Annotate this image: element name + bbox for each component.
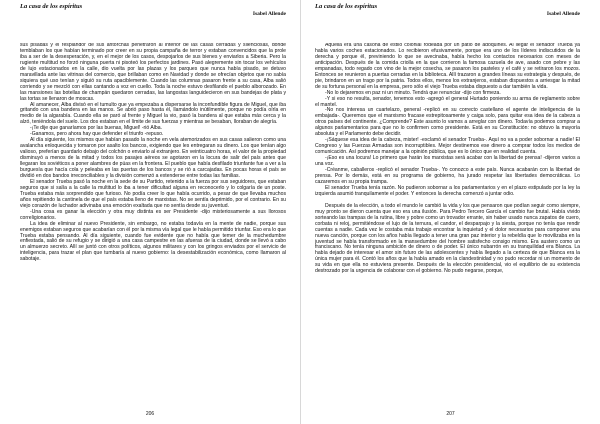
- right-page-number: 207: [446, 411, 455, 417]
- left-book-title: La casa de los espíritus: [20, 3, 83, 10]
- left-body-text: [20, 43, 286, 394]
- right-page: [300, 0, 600, 424]
- paragraph: La idea de eliminar al nuevo Presidente, sin embargo, no estaba todavía en la mente de nadie, porque sus enemigos estaban seguros que acabarían con él por la misma vía legal que le había permitido triunfar. Eso era lo que Trueba estaba pensando. Al día siguiente, cuando fue evidente que no había que temer de la muchedumbre enfiestada, salió de su refugio y se dirigió a una casa campestre en las afueras de la ciudad, donde se llevó a cabo un almuerzo secreto. Allí se juntó con otros políticos, algunos militares y con los gringos enviados por el servicio de inteligencia, para trazar el plan que tumbaría al nuevo gobierno: la desestabilización económica, como llamaron al sabotaje.: [20, 220, 286, 263]
- paragraph: -Ganamos, pero ahora hay que defender el triunfo -repuso.: [30, 131, 164, 138]
- paragraph: El senador Trueba tenía razón. No pudieron sobornar a los parlamentarios y en el plazo estipulado por la ley la izquierda asumió tranquilamente el poder. Y entonces la derecha comenzó a juntar odio.: [315, 184, 580, 197]
- right-page-header: [315, 0, 580, 24]
- paragraph: sus pisadas y el resplandor de sus antorchas penetraron al interior de las casas cerradas y silenciosas, donde temblaban los que habían terminado por creer en su propia campaña de terror y estaban convencidos que la prole iba a ser de la desesperación, y, en el mejor de los casos, despojarlos de sus bienes y enviarlos a Siberia. Pero la rugiente multitud no forzó ninguna puerta ni pisoteó los perfectos jardines. Pasó alegremente sin tocar los vehículos de lujo estacionados en la calle, dio vuelta por las plazas y los parques que nunca había pisado, se detuvo maravillada ante las vitrinas del comercio, que brillaban como en Navidad y donde se ofrecían objetos que no sabía siquiera qué uso tenían y siguió su ruta apaciblemente. Cuando las columnas pasaron frente a su casa, Alba salió corriendo y se mezcló con ellas cantando a voz en cuello. Toda la noche estuvo desfilando el pueblo alborozado. En las mansiones las botellas de champán quedaron cerradas, las langostas languidecieron en sus bandejas de plata y las tortas se llenaron de moscas.: [20, 43, 286, 102]
- paragraph: -No nos interesa un cuartelazo, general -replicó en su correcto castellano el agente de inteligencia de la embajada-. Queremos que el marxismo fracase estrepitosamente y caiga solo, para quitar esa idea de la cabeza a otros países del continente. ¿Comprende? Este asunto lo vamos a arreglar con dinero. Todavía podemos comprar a algunos parlamentarios para que no lo confirmen como presidente. Está en su Constitución: no obtuvo la mayoría absoluta y el Parlamento debe decidir.: [315, 107, 580, 138]
- right-body-text: [315, 43, 580, 394]
- paragraph: El senador Trueba pasó la noche en la sede de su Partido, retenido a la fuerza por sus seguidores, que estaban seguros que si salía a la calle la multitud lo iba a tener dificultad alguna en reconocerlo y lo colgaría de un poste. Trueba estaba más sorprendido que furioso. No podía creer lo que había ocurrido, a pesar de que llevaba muchos años repitiendo la cantinela de que el país estaba lleno de marxistas. No se sentía deprimido, por el contrario. En su viejo corazón de luchador adivinaba una emoción exaltada que no sentía desde su juventud.: [20, 178, 286, 209]
- left-author: Isabel Allende: [252, 11, 286, 17]
- left-page-number: 206: [145, 411, 155, 417]
- paragraph: -Créanme, caballeros -replicó el senador Trueba-. Yo conozco a este país. Nunca acabarán con la libertad de prensa. Por lo demás, está en su programa de gobierno, ha jurado respetar las libertades democráticas. Lo cazaremos en su propia trampa.: [315, 167, 580, 185]
- paragraph: Aquella era una casona de estilo colonial rodeada por un patio de adoquines. Al llegar el senador Trueba ya había varios coches estacionados. Lo recibieron efusivamente, porque era uno de los líderes indiscutidos de la derecha y porque él, previniendo lo que se avecinaba, había hecho los contactos necesarios con meses de anticipación. Después de la comida criolla en la que corrieron la famosa cazuela de ave, asado con pebre y las empanadas, todo regado con vino de la mejor cosecha, se pasaron los pasteles y el café y se retiraron los mozos. Entonces se reunieron a puertas cerradas en la biblioteca. Allí trazaron a grandes líneas su estrategia y después, de pie, brindaron en un trago por la patria. Todos ellos, menos los extranjeros, estaban dispuestos a arriesgar la mitad de su fortuna personal en la empresa, pero sólo el viejo Trueba estaba dispuesto a dar también la vida.: [315, 43, 580, 90]
- right-author: Isabel Allende: [546, 11, 580, 17]
- paragraph: -¡Eso es una locura! Lo primero que harán los marxistas será acabar con la libertad de prensa! -dijeron varios a una voz.: [315, 155, 580, 168]
- paragraph: Después de la elección, a todo el mundo le cambió la vida y los que pensaron que podían seguir como siempre, muy pronto se dieron cuenta que eso era una ilusión. Para Pedro Tercero García el cambio fue brutal. Había vivido sorteando las trampas de la rutina, libre y pobre como un trovador errante, sin haber usado nunca zapatos de cuero, corbata ni reloj, permitiéndose el lujo de la ternura, el candor, el desparpajo y la siesta, porque no tenía que rendir cuentas a nadie. Cada vez le costaba más trabajo encontrar la inquietud y el dolor necesarios para componer una nueva canción, porque con los años había llegado a tener una gran paz interior y la rebeldía que lo movilizaba en la juventud se había transformado en la mansedumbre del hombre satisfecho consigo mismo. Era austero como un franciscano. No tenía ninguna ambición de dinero o de poder. El único nubarrón en su tranquilidad era Blanca. La había dejado de interesar el amor sin futuro de las adolescentes y había llegado a la certeza de que Blanca era la única mujer para él. Contó los años que la había amado en la clandestinidad y no pudo recordar ni un momento de su vida en que ella no estuviera presente. Después de la elección presidencial, vio el equilibrio de su existencia destrozado por la urgencia de colaborar con el gobierno. No pudo negarse, porque,: [315, 202, 580, 275]
- paragraph: -Y si eso no resulta, senador, tenemos esto -agregó el general Hurtado poniendo su arma de reglamento sobre el mantel.: [315, 95, 580, 108]
- paragraph: Al amanecer, Alba divisó en el tumulto que ya empezaba a dispersarse la inconfundible figura de Miguel, que iba gritando con una bandera en las manos. Se abrió paso hasta él, llamándolo inútilmente, porque no podía oírla en medio de la algarabía. Cuando ella se paró al frente y Miguel la vio, pasó la bandera al que estaba más cerca y la alzó, teniéndola del suelo. Los dos estaban en el límite de sus fuerzas y mientras se besaban, lloraban de alegría.: [20, 101, 286, 126]
- paragraph: -¡Sáquese esa idea de la cabeza, mister! -exclamó el senador Trueba-. Aquí no va a poder sobornar a nadie! El Congreso y las Fuerzas Armadas son incorruptibles. Mejor destinemos ese dinero a comprar todos los medios de comunicación. Así podremos manejar a la opinión pública, que es lo único que en realidad cuenta.: [315, 137, 580, 156]
- paragraph: -¡Te dije que ganaríamos por las buenas, Miguel! -rió Alba.: [30, 125, 162, 132]
- paragraph: Al día siguiente, los mismos que habían pasado la noche en vela atemorizados en sus casas salieron como una avalancha enloquecida y tomaron por asalto los bancos, exigiendo que les entregaran su dinero. Los que tenían algo valioso, preferían guardarlo debajo del colchón o enviarlo al extranjero. En veinticuatro horas, el valor de la propiedad disminuyó a menos de la mitad y todos los pasajes aéreos se agotaron en la locura de salir del país antes que llegaran los soviéticos a poner alambres de púas en la frontera. El pueblo que había desfilado triunfante fue a ver a la burguesía que hacía cola y peleaba en las puertas de los bancos y se rió a carcajadas. En pocas horas el país se dividió en dos bandos irreconciliables y la división comenzó a extenderse entre todas las familias.: [20, 137, 286, 179]
- paragraph: -No lo dejaremos en paz ni un minuto. Tendrá que renunciar -dijo con firmeza.: [325, 89, 501, 96]
- left-page-header: [20, 0, 286, 24]
- paragraph: -Una cosa es ganar la elección y otra muy distinta es ser Presidente -dijo misteriosamente a sus llorosos correligionarios.: [20, 208, 286, 221]
- right-book-title: La casa de los espíritus: [315, 3, 378, 10]
